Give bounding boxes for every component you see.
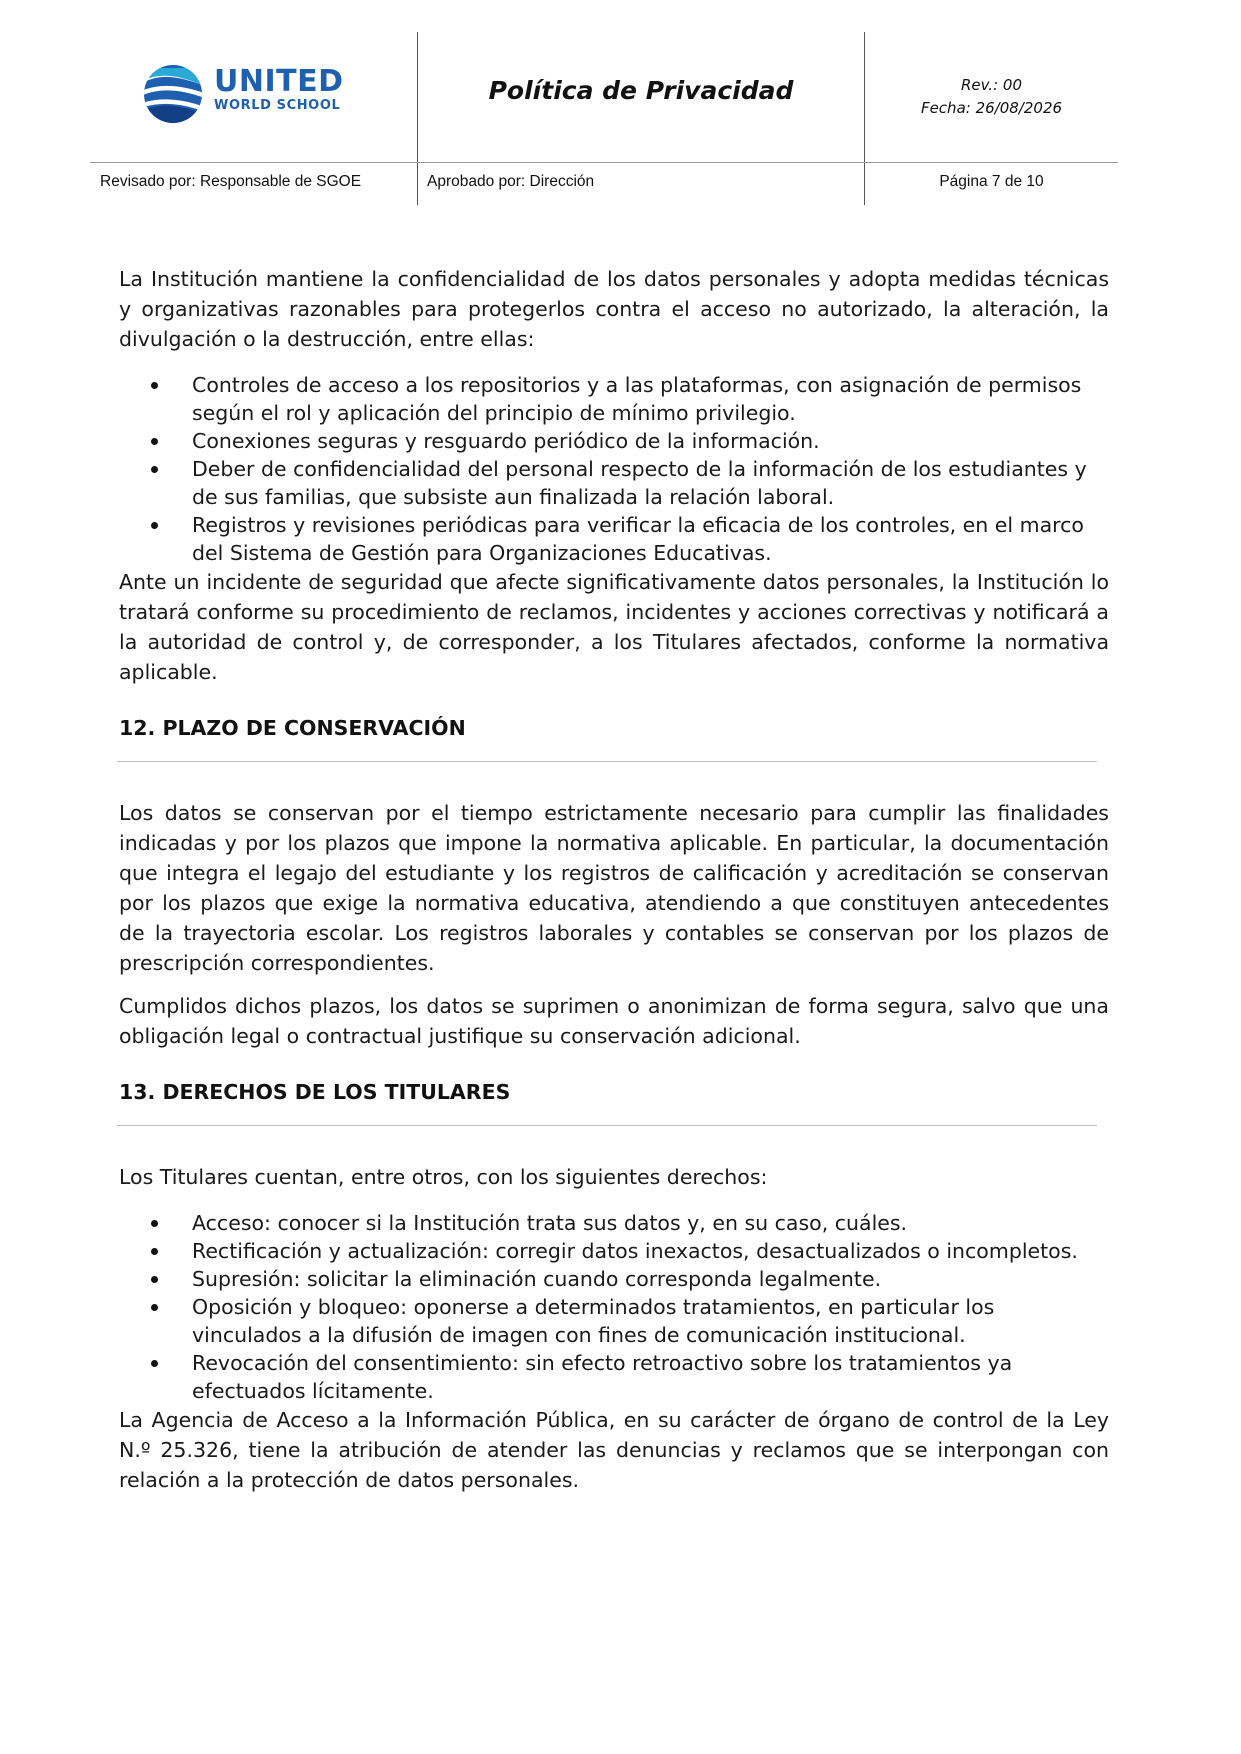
list-item: Controles de acceso a los repositorios y a las plataformas, con asignación de permisos según el rol y aplicación del principio de mínimo privilegio. — [119, 371, 1109, 427]
logo-wordmark-school: WORLD SCHOOL — [214, 98, 341, 113]
list-item: Deber de confidencialidad del personal respecto de la información de los estudiantes y de sus familias, que subsiste aun finalizada la relación laboral. — [119, 455, 1109, 511]
section-heading: 13. DERECHOS DE LOS TITULARES — [119, 1080, 511, 1104]
document-body — [119, 264, 1109, 1495]
section-heading: 12. PLAZO DE CONSERVACIÓN — [119, 716, 466, 740]
list-item: Rectificación y actualización: corregir datos inexactos, desactualizados o incompletos. — [119, 1237, 1109, 1265]
section-divider — [117, 761, 1097, 762]
header-divider — [90, 162, 1118, 163]
retention-paragraph: Cumplidos dichos plazos, los datos se suprimen o anonimizan de forma segura, salvo que una obligación legal o contractual justifique su conservación adicional. — [119, 994, 1109, 1048]
reviewed-by: Revisado por: Responsable de SGOE — [100, 173, 362, 190]
list-item: Conexiones seguras y resguardo periódico de la información. — [119, 427, 1109, 455]
document-header — [90, 32, 1118, 205]
approved-by: Aprobado por: Dirección — [427, 173, 595, 190]
rights-intro-paragraph: Los Titulares cuentan, entre otros, con los siguientes derechos: — [119, 1165, 768, 1189]
revision-date: Fecha: 26/08/2026 — [920, 99, 1063, 117]
list-item: Revocación del consentimiento: sin efecto retroactivo sobre los tratamientos ya efectuados lícitamente. — [119, 1349, 1109, 1405]
list-item: Acceso: conocer si la Institución trata sus datos y, en su caso, cuáles. — [119, 1209, 1109, 1237]
security-intro-paragraph: La Institución mantiene la confidencialidad de los datos personales y adopta medidas técnicas y organizativas razonables para protegerlos contra el acceso no autorizado, la alteración, la divulgación o la destrucción, entre ellas: — [119, 267, 1109, 351]
page-number: Página 7 de 10 — [939, 173, 1044, 190]
revision-block — [865, 74, 1118, 120]
school-logo — [140, 62, 350, 128]
list-item: Oposición y bloqueo: oponerse a determinados tratamientos, en particular los vinculados a la difusión de imagen con fines de comunicación institucional. — [119, 1293, 1109, 1349]
authority-paragraph: La Agencia de Acceso a la Información Pública, en su carácter de órgano de control de la Ley N.º 25.326, tiene la atribución de atender las denuncias y reclamos que se interpongan con relación a la protección de datos personales. — [119, 1408, 1109, 1492]
security-incident-paragraph: Ante un incidente de seguridad que afecte significativamente datos personales, la Institución lo tratará conforme su procedimiento de reclamos, incidentes y acciones correctivas y notificará a la autoridad de control y, de corresponder, a los Titulares afectados, conforme la normativa aplicable. — [119, 570, 1109, 684]
header-divider — [417, 32, 418, 205]
revision-number: Rev.: 00 — [961, 76, 1022, 94]
section-divider — [117, 1125, 1097, 1126]
list-item: Supresión: solicitar la eliminación cuando corresponda legalmente. — [119, 1265, 1109, 1293]
globe-logo-icon — [140, 62, 206, 126]
rights-list — [119, 1209, 1109, 1405]
retention-paragraph: Los datos se conservan por el tiempo estrictamente necesario para cumplir las finalidades indicadas y por los plazos que impone la normativa aplicable. En particular, la documentación que integra el legajo del estudiante y los registros de calificación y acreditación se conservan por los plazos que exige la normativa educativa, atendiendo a que constituyen antecedentes de la trayectoria escolar. Los registros laborales y contables se conservan por los plazos de prescripción correspondientes. — [119, 801, 1109, 975]
security-measures-list — [119, 371, 1109, 567]
list-item: Registros y revisiones periódicas para verificar la eficacia de los controles, en el marco del Sistema de Gestión para Organizaciones Educativas. — [119, 511, 1109, 567]
document-title: Política de Privacidad — [488, 76, 794, 105]
logo-wordmark-united: UNITED — [214, 64, 344, 99]
